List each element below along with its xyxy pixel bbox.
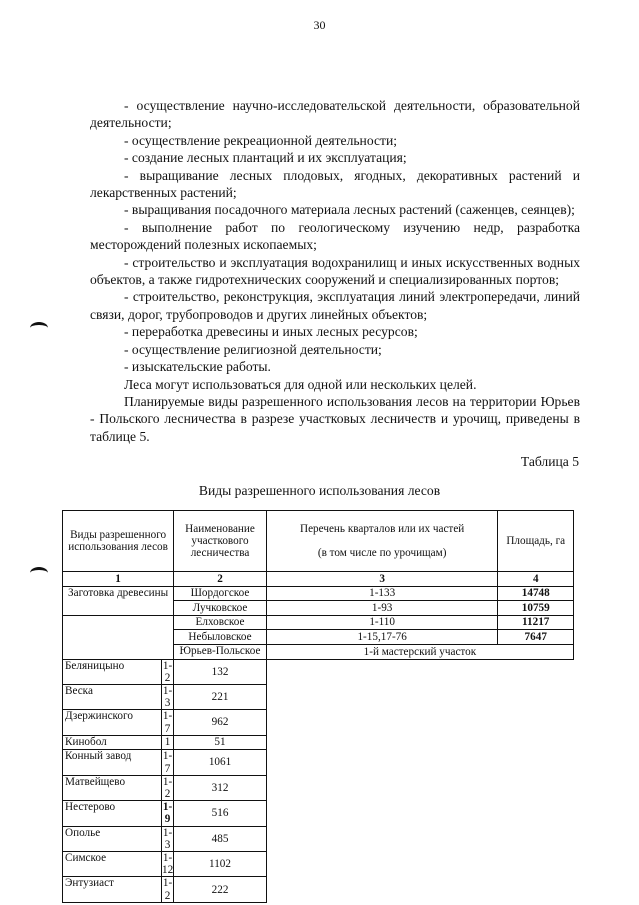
tract-row <box>63 877 574 902</box>
tract-area: 132 <box>174 659 267 684</box>
forestry-name: Елховское <box>174 615 267 630</box>
tract-quarters: 1-7 <box>162 750 173 775</box>
tract-row <box>63 750 574 775</box>
tract-row <box>63 852 574 877</box>
header-cell: Площадь, га <box>498 511 574 572</box>
tract-area: 1061 <box>174 750 267 775</box>
table-header-row <box>63 511 574 572</box>
tract-name: Веска <box>63 685 162 709</box>
paragraph: - осуществление научно-исследовательской деятельности, образовательной деятельности; <box>90 98 580 131</box>
paragraph: - изыскательские работы. <box>124 359 271 375</box>
tract-rows <box>63 659 574 902</box>
tract-quarters: 1-3 <box>162 826 173 851</box>
tract-quarters: 1-3 <box>162 684 173 710</box>
area: 7647 <box>498 630 574 645</box>
tract-cell <box>63 735 174 750</box>
tract-row <box>63 801 574 826</box>
tract-row <box>63 659 574 684</box>
forestry-name: Небыловское <box>174 630 267 645</box>
header-line: Перечень кварталов или их частей <box>300 522 465 535</box>
tract-name: Беляницыно <box>63 660 162 684</box>
tract-cell <box>63 659 174 684</box>
use-type-cell-empty <box>63 615 174 659</box>
tract-quarters: 1-9 <box>162 801 173 826</box>
quarters: 1-133 <box>266 586 498 601</box>
area: 10759 <box>498 601 574 616</box>
table-label: Таблица 5 <box>520 454 579 469</box>
paragraph: - выполнение работ по геологическому изучению недр, разработка месторождений полезных ископаемых; <box>90 219 580 253</box>
header-cell: Наименование участкового лесничества <box>174 511 267 572</box>
tract-quarters: 1-12 <box>162 852 174 877</box>
tract-area: 1102 <box>174 852 267 877</box>
table-row <box>63 586 574 601</box>
margin-mark <box>30 567 48 579</box>
tract-area: 51 <box>174 735 267 750</box>
tract-cell <box>63 750 174 775</box>
tract-quarters: 1-2 <box>162 775 173 800</box>
column-number-row <box>63 572 574 587</box>
tract-area: 485 <box>174 826 267 851</box>
tract-cell <box>63 775 174 800</box>
body-text <box>90 97 580 445</box>
tract-name: Нестерово <box>63 801 162 825</box>
tract-cell <box>63 877 174 902</box>
paragraph: - осуществление религиозной деятельности; <box>124 341 382 357</box>
tract-area: 221 <box>174 684 267 709</box>
tract-quarters: 1-2 <box>162 659 173 684</box>
tract-row <box>63 710 574 735</box>
table-title: Виды разрешенного использования лесов <box>198 483 441 498</box>
forestry-name: Шордогское <box>174 586 267 601</box>
tract-area: 962 <box>174 710 267 735</box>
tract-area: 222 <box>174 877 267 902</box>
column-number: 1 <box>63 572 174 587</box>
quarters: 1-15,17-76 <box>266 630 498 645</box>
tract-cell <box>63 801 174 826</box>
forestry-name: Юрьев-Польское <box>174 644 267 659</box>
paragraph: - переработка древесины и иных лесных ресурсов; <box>124 324 418 340</box>
paragraph: Планируемые виды разрешенного использования лесов на территории Юрьев - Польского лесничества в разрезе участковых лесничеств и урочищ, приведены в таблице 5. <box>90 393 580 444</box>
paragraph: - выращивание лесных плодовых, ягодных, декоративных растений и лекарственных растений; <box>90 167 580 201</box>
header-cell: Виды разрешенного использования лесов <box>63 511 174 572</box>
table-row <box>63 615 574 630</box>
tract-name: Дзержинского <box>63 710 162 734</box>
header-cell <box>266 511 498 572</box>
tract-area: 312 <box>174 775 267 800</box>
tract-row <box>63 826 574 851</box>
margin-mark <box>30 322 48 334</box>
tract-name: Матвейщево <box>63 776 162 800</box>
tract-name: Энтузиаст <box>63 877 162 901</box>
area: 11217 <box>498 615 574 630</box>
paragraph: - осуществление рекреационной деятельности; <box>124 132 397 148</box>
paragraph: - строительство, реконструкция, эксплуатация линий электропередачи, линий связи, дорог, трубопроводов и других линейных объектов; <box>90 289 580 322</box>
tract-name: Симское <box>63 852 162 876</box>
tract-quarters: 1-7 <box>162 710 173 735</box>
tract-row <box>63 684 574 709</box>
forest-use-table <box>62 510 574 903</box>
area: 14748 <box>498 586 574 601</box>
tract-area: 516 <box>174 801 267 826</box>
header-line: (в том числе по урочищам) <box>317 547 447 559</box>
tract-quarters: 1 <box>164 736 171 749</box>
page-number: 30 <box>313 18 326 32</box>
tract-quarters: 1-2 <box>162 877 173 902</box>
tract-cell <box>63 710 174 735</box>
tract-row <box>63 775 574 800</box>
quarters: 1-93 <box>266 601 498 616</box>
tract-name: Конный завод <box>63 750 162 774</box>
section-label: 1-й мастерский участок <box>266 644 573 659</box>
tract-name: Ополье <box>63 827 162 851</box>
tract-cell <box>63 852 174 877</box>
tract-row <box>63 735 574 750</box>
tract-cell <box>63 684 174 709</box>
tract-cell <box>63 826 174 851</box>
paragraph: - создание лесных плантаций и их эксплуатация; <box>124 150 407 166</box>
tract-name: Кинобол <box>63 736 162 748</box>
forestry-name: Лучковское <box>174 601 267 616</box>
use-type-cell: Заготовка древесины <box>63 586 174 615</box>
column-number: 4 <box>498 572 574 587</box>
quarters: 1-110 <box>266 615 498 630</box>
paragraph: - строительство и эксплуатация водохранилищ и иных искусственных водных объектов, а также гидротехнических сооружений и специализированных портов; <box>90 254 580 288</box>
column-number: 3 <box>266 572 498 587</box>
column-number: 2 <box>174 572 267 587</box>
paragraph: Леса могут использоваться для одной или нескольких целей. <box>124 376 477 392</box>
paragraph: - выращивания посадочного материала лесных растений (саженцев, сеянцев); <box>124 202 575 218</box>
